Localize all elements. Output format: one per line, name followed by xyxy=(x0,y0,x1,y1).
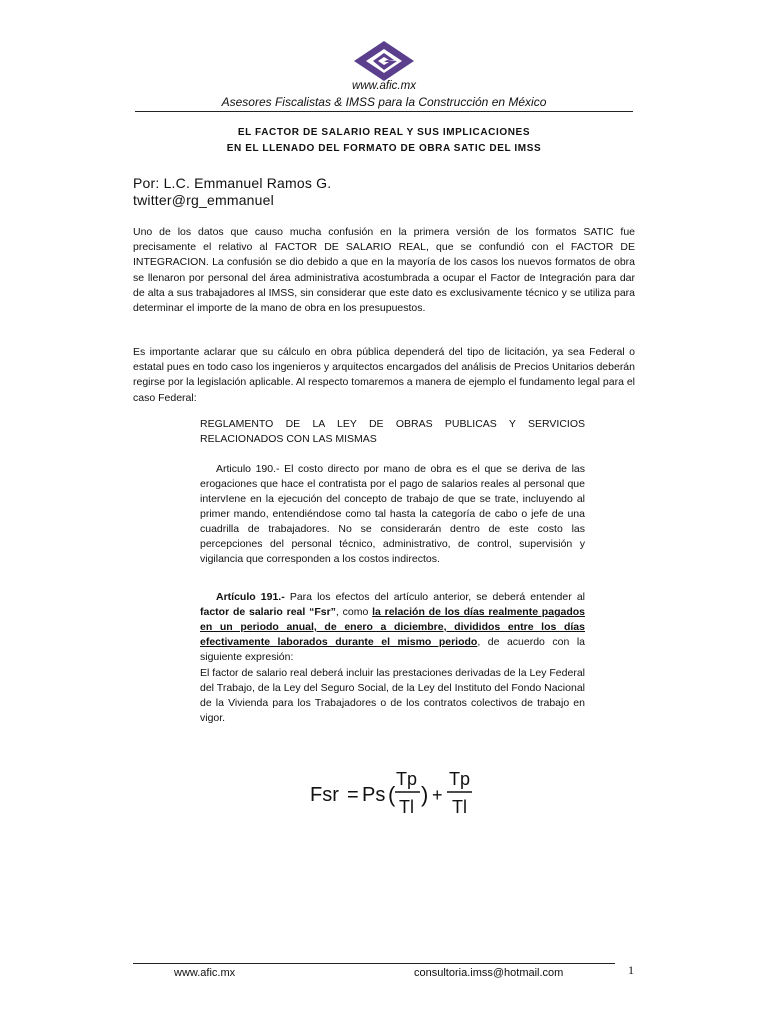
footer-url: www.afic.mx xyxy=(174,967,236,979)
formula-ps: Ps xyxy=(362,784,386,806)
formula-numerator-2: Tp xyxy=(449,769,471,789)
article-191-label: Artículo 191.- xyxy=(216,591,285,603)
document-title-line2: EN EL LLENADO DEL FORMATO DE OBRA SATIC DEL IMSS xyxy=(226,143,542,154)
fsr-definition-term: factor de salario real “Fsr” xyxy=(200,606,336,618)
formula-denominator-2: Tl xyxy=(452,797,467,817)
body-paragraph-2: Es importante aclarar que su cálculo en obra pública dependerá del tipo de licitación, ya sea Federal o estatal pues en todo caso los ingenieros y arquitectos encargados del análisis de Precios Unitarios deberán regirse por la legislación aplicable. Al respecto tomaremos a manera de ejemplo el fundamento legal para el caso Federal: xyxy=(133,346,635,404)
formula-equals: = xyxy=(347,784,359,806)
formula-close-paren: ) xyxy=(421,782,429,807)
fsr-formula xyxy=(310,765,490,825)
formula-plus: + xyxy=(432,785,443,805)
formula-lhs: Fsr xyxy=(310,784,339,806)
header-divider xyxy=(135,111,633,112)
header-tagline: Asesores Fiscalistas & IMSS para la Construcción en México xyxy=(221,95,547,109)
factor-salary-paragraph: El factor de salario real deberá incluir las prestaciones derivadas de la Ley Federal del Trabajo, de la Ley del Seguro Social, de la Ley del Instituto del Fondo Nacional de la Vivienda para los Trabajadores o de los contratos colectivos de trabajo en vigor. xyxy=(200,667,585,724)
fsr-definition-underlined: la relación de los días realmente pagados en un periodo anual, de enero a diciembre, divididos entre los días efectivamente laborados durante el mismo periodo xyxy=(200,606,585,648)
footer-divider xyxy=(133,963,615,964)
article-191-text xyxy=(200,590,585,665)
author-twitter: twitter@rg_emmanuel xyxy=(133,192,274,208)
document-title-line1: EL FACTOR DE SALARIO REAL Y SUS IMPLICACIONES xyxy=(237,127,531,138)
afic-logo-icon xyxy=(353,40,415,82)
article-191-part1: Para los efectos del artículo anterior, se deberá entender al xyxy=(284,591,585,603)
formula-denominator-1: Tl xyxy=(399,797,414,817)
author-byline: Por: L.C. Emmanuel Ramos G. xyxy=(133,175,332,191)
article-190-text: Articulo 190.- El costo directo por mano de obra es el que se deriva de las erogaciones que hace el contratista por el pago de salarios reales al personal que intervIene en la ejecución del concepto de trabajo de que se trate, incluyendo al primer mando, entendiéndose como tal hasta la categoría de cabo o jefe de una cuadrilla de trabajadores. No se considerarán dentro de este costo las percepciones del personal técnico, administrativo, de control, supervisión y vigilancia que corresponden a los costos indirectos. xyxy=(200,463,585,565)
author-block xyxy=(133,175,331,209)
footer-email: consultoria.imss@hotmail.com xyxy=(414,967,564,979)
article-191-part2: , como xyxy=(335,606,373,618)
formula-open-paren: ( xyxy=(388,782,396,807)
page-number: 1 xyxy=(628,963,634,977)
regulation-heading: REGLAMENTO DE LA LEY DE OBRAS PUBLICAS Y SERVICIOS RELACIONADOS CON LAS MISMAS xyxy=(200,418,585,445)
article-191-part3: , de acuerdo con la siguiente expresión: xyxy=(200,636,586,663)
formula-numerator-1: Tp xyxy=(396,769,418,789)
body-paragraph-1: Uno de los datos que causo mucha confusión en la primera versión de los formatos SATIC fue precisamente el relativo al FACTOR DE SALARIO REAL, que se confundió con el FACTOR DE INTEGRACION. La confusión se dio debido a que en la mayoría de los casos los nuevos formatos de obra se llenaron por personal del área administrativa acostumbrada a ocupar el Factor de Integración para dar de alta a sus trabajadores al IMSS, sin considerar que este dato es exclusivamente técnico y se utiliza para determinar el importe de la mano de obra en los presupuestos. xyxy=(133,226,635,315)
header-url: www.afic.mx xyxy=(352,80,416,92)
